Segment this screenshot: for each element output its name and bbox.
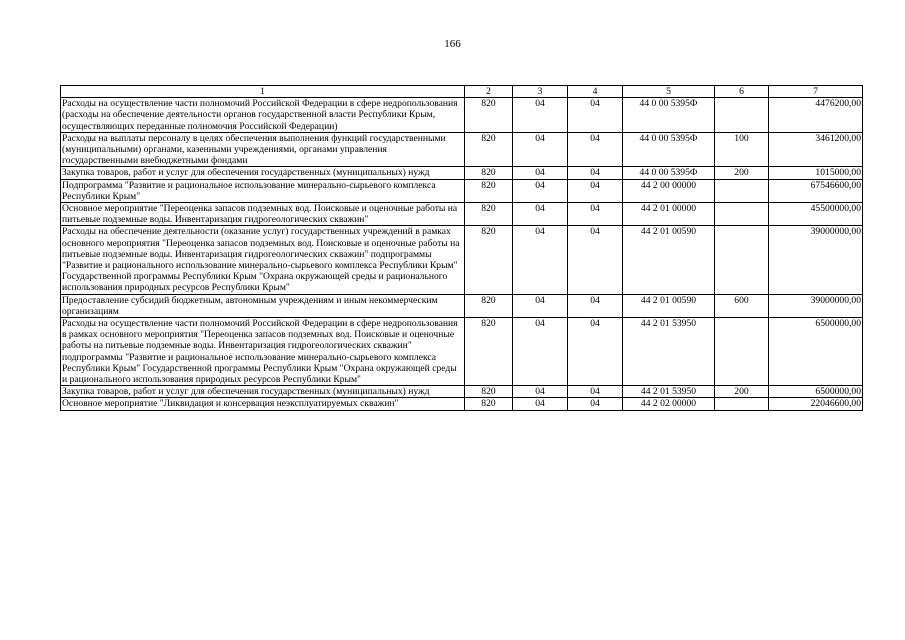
table-row [61,386,863,398]
row-expense-type [715,179,769,202]
table-row [61,132,863,167]
row-section-code: 04 [513,398,568,410]
row-target-code: 44 2 02 00000 [623,398,715,410]
row-ministry-code: 820 [465,318,513,386]
row-amount: 22046600,00 [769,398,863,410]
row-subsection-code: 04 [568,226,623,294]
row-target-code: 44 0 00 5395Ф [623,132,715,167]
row-amount: 39000000,00 [769,226,863,294]
row-expense-type: 200 [715,167,769,179]
row-expense-type [715,98,769,133]
row-target-code: 44 2 01 53950 [623,386,715,398]
table-row [61,167,863,179]
row-amount: 4476200,00 [769,98,863,133]
row-ministry-code: 820 [465,179,513,202]
header-cell: 5 [623,86,715,98]
row-section-code: 04 [513,98,568,133]
row-name: Расходы на обеспечение деятельности (оказание услуг) государственных учреждений в рамках основного мероприятия "Переоценка запасов подземных вод. Поисковые и оценочные работы на питьевые подземные воды. Инвентаризация гидрогеологических скважин" подпрограммы "Развитие и рационального использование минерально-сырьевого комплекса Республики Крым" Государственной программы Республики Крым "Охрана окружающей среды и рационального использования природных ресурсов Республики Крым" [61,226,465,294]
row-ministry-code: 820 [465,386,513,398]
table-row [61,318,863,386]
row-amount: 1015000,00 [769,167,863,179]
header-cell: 6 [715,86,769,98]
row-name: Расходы на выплаты персоналу в целях обеспечения выполнения функций государственными (муниципальными) органами, казенными учреждениями, органами управления государственными внебюджетными фондами [61,132,465,167]
row-subsection-code: 04 [568,179,623,202]
header-cell: 1 [61,86,465,98]
row-name: Основное мероприятие "Переоценка запасов подземных вод. Поисковые и оценочные работы на питьевые подземные воды. Инвентаризация гидрогеологических скважин" [61,203,465,226]
row-amount: 67546600,00 [769,179,863,202]
row-target-code: 44 2 01 00590 [623,294,715,317]
row-target-code: 44 2 01 53950 [623,318,715,386]
header-cell: 7 [769,86,863,98]
row-amount: 3461200,00 [769,132,863,167]
row-subsection-code: 04 [568,398,623,410]
row-name: Расходы на осуществление части полномочий Российской Федерации в сфере недропользования в рамках основного мероприятия "Переоценка запасов подземных вод. Поисковые и оценочные работы на питьевые подземные воды. Инвентаризация гидрогеологических скважин" подпрограммы "Развитие и рациональное использование минерально-сырьевого комплекса Республики Крым" Государственной программы Республики Крым "Охрана окружающей среды и рационального использования природных ресурсов Республики Крым" [61,318,465,386]
row-target-code: 44 2 00 00000 [623,179,715,202]
row-expense-type: 600 [715,294,769,317]
row-name: Основное мероприятие "Ликвидация и консервация неэксплуатируемых скважин" [61,398,465,410]
row-ministry-code: 820 [465,203,513,226]
row-name: Закупка товаров, работ и услуг для обеспечения государственных (муниципальных) нужд [61,386,465,398]
row-expense-type [715,203,769,226]
row-expense-type: 200 [715,386,769,398]
row-expense-type [715,398,769,410]
row-section-code: 04 [513,386,568,398]
row-ministry-code: 820 [465,226,513,294]
row-name: Подпрограмма "Развитие и рациональное использование минерально-сырьевого комплекса Республики Крым" [61,179,465,202]
row-section-code: 04 [513,167,568,179]
row-name: Расходы на осуществление части полномочий Российской Федерации в сфере недропользования (расходы на обеспечение деятельности органов государственной власти Республики Крым, осуществляющих переданные полномочия Российской Федерации) [61,98,465,133]
header-cell: 2 [465,86,513,98]
row-subsection-code: 04 [568,167,623,179]
row-subsection-code: 04 [568,294,623,317]
table-row [61,226,863,294]
header-cell: 3 [513,86,568,98]
row-section-code: 04 [513,203,568,226]
row-section-code: 04 [513,179,568,202]
header-row [61,86,863,98]
row-subsection-code: 04 [568,203,623,226]
table-row [61,179,863,202]
row-name: Предоставление субсидий бюджетным, автономным учреждениям и иным некоммерческим организациям [61,294,465,317]
table-row [61,294,863,317]
row-ministry-code: 820 [465,132,513,167]
table-row [61,398,863,410]
row-target-code: 44 0 00 5395Ф [623,98,715,133]
row-amount: 6500000,00 [769,318,863,386]
row-expense-type [715,226,769,294]
row-amount: 45500000,00 [769,203,863,226]
row-expense-type: 100 [715,132,769,167]
page-number: 166 [444,38,461,50]
budget-table [60,85,863,411]
row-ministry-code: 820 [465,98,513,133]
row-subsection-code: 04 [568,318,623,386]
row-name: Закупка товаров, работ и услуг для обеспечения государственных (муниципальных) нужд [61,167,465,179]
row-amount: 6500000,00 [769,386,863,398]
table-row [61,203,863,226]
row-section-code: 04 [513,226,568,294]
row-expense-type [715,318,769,386]
row-subsection-code: 04 [568,132,623,167]
row-ministry-code: 820 [465,167,513,179]
row-ministry-code: 820 [465,294,513,317]
row-ministry-code: 820 [465,398,513,410]
row-target-code: 44 2 01 00000 [623,203,715,226]
row-section-code: 04 [513,294,568,317]
row-subsection-code: 04 [568,386,623,398]
header-cell: 4 [568,86,623,98]
row-target-code: 44 0 00 5395Ф [623,167,715,179]
row-amount: 39000000,00 [769,294,863,317]
table-row [61,98,863,133]
row-target-code: 44 2 01 00590 [623,226,715,294]
row-subsection-code: 04 [568,98,623,133]
row-section-code: 04 [513,132,568,167]
row-section-code: 04 [513,318,568,386]
